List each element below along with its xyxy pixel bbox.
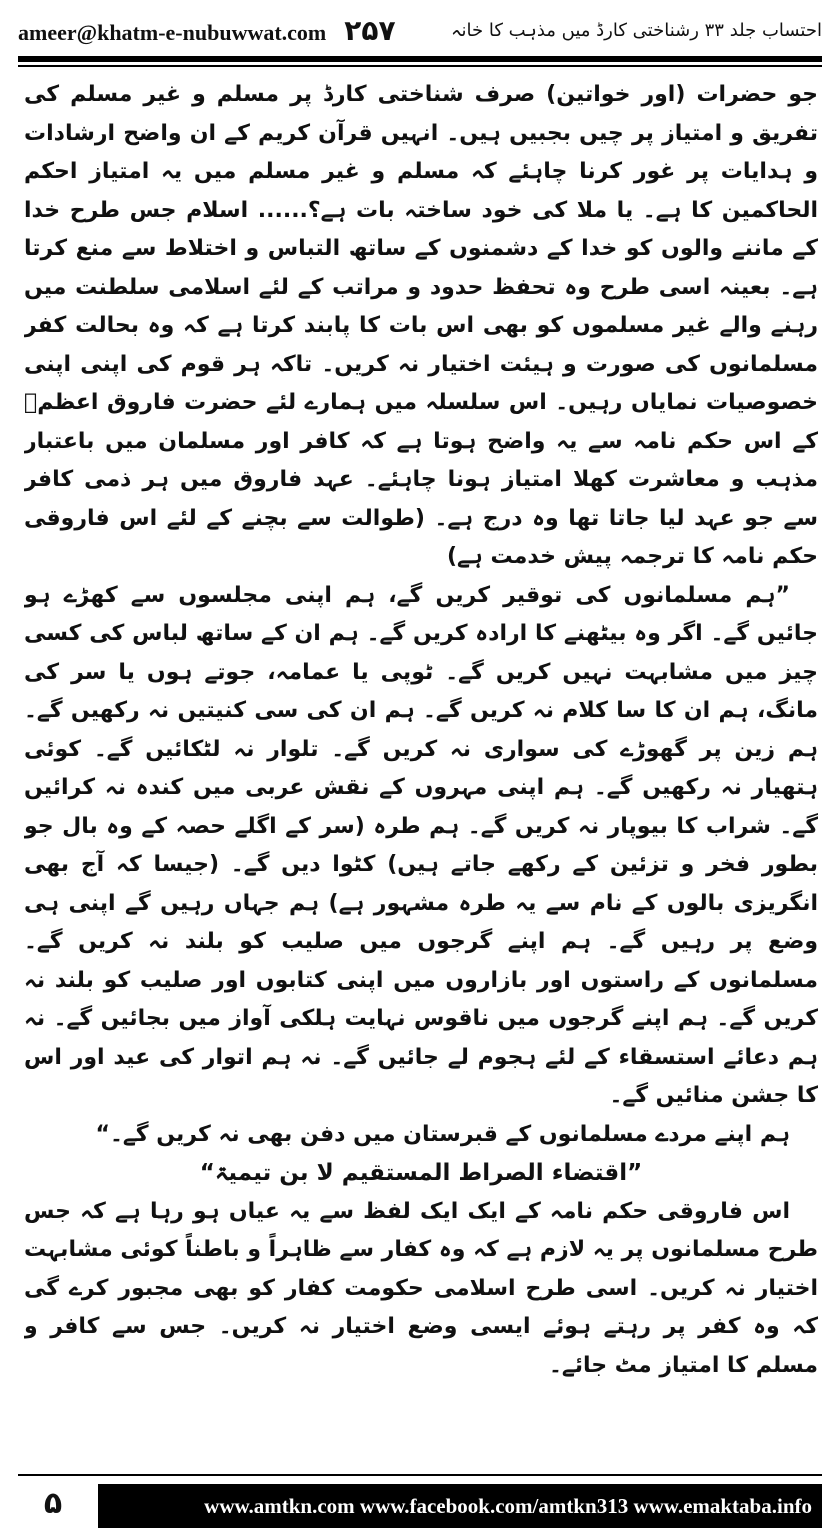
paragraph-conclusion: اس فاروقی حکم نامہ کے ایک ایک لفظ سے یہ عیاں ہو رہا ہے کہ جس طرح مسلمانوں پر یہ لازم ہے کہ وہ کفار سے ظاہراً و باطناً کوئی مشابہت اختیار نہ کریں۔ اسی طرح اسلامی حکومت کفار کو بھی مجبور کرے گی کہ وہ کفر پر رہتے ہوئے ایسی وضع اختیار نہ کریں۔ جس سے کافر و مسلم کا امتیاز مٹ جائے۔ (24, 1198, 818, 1378)
running-title: احتساب جلد ۳۳ رشناختی کارڈ میں مذہب کا خانہ (450, 19, 822, 41)
page-number: ۲۵۷ (344, 13, 396, 47)
article-body (24, 76, 818, 1466)
footer-links[interactable]: www.amtkn.com www.facebook.com/amtkn313 www.emaktaba.info (204, 1493, 812, 1518)
header-rule-thin (18, 65, 822, 67)
quote-source-heading: ”اقتضاء الصراط المستقیم لا بن تیمیۃ“ (199, 1160, 643, 1186)
paragraph-quote-end: ہم اپنے مردے مسلمانوں کے قبرستان میں دفن بھی نہ کریں گے۔“ (95, 1121, 790, 1147)
footer-rule (18, 1474, 822, 1476)
paragraph-quote: ”ہم مسلمانوں کی توقیر کریں گے، ہم اپنی مجلسوں سے کھڑے ہو جائیں گے۔ اگر وہ بیٹھنے کا ارادہ کریں گے۔ ہم ان کے ساتھ لباس کی کسی چیز میں مشابہت نہیں کریں گے۔ ٹوپی یا عمامہ، جوتے ہوں یا سر کی مانگ، ہم ان کا سا کلام نہ کریں گے۔ ہم ان کی سی کنیتیں نہ رکھیں گے۔ ہم زین پر گھوڑے کی سواری نہ کریں گے۔ تلوار نہ لٹکائیں گے۔ کوئی ہتھیار نہ رکھیں گے۔ ہم اپنی مہروں کے نقش عربی میں کندہ نہ کرائیں گے۔ شراب کا بیوپار نہ کریں گے۔ ہم طرہ (سر کے اگلے حصہ کے وہ بال جو بطور فخر و تزئین کے رکھے جاتے ہیں) کٹوا دیں گے۔ (جیسا کہ آج بھی انگریزی بالوں کے نام سے یہ طرہ مشہور ہے) ہم جہاں رہیں گے اپنی ہی وضع پر رہیں گے۔ ہم اپنے گرجوں میں صلیب کو بلند نہ کریں گے۔ مسلمانوں کے راستوں اور بازاروں میں اپنی کتابوں اور صلیب کو بلند نہ کریں گے۔ ہم اپنے گرجوں میں ناقوس نہایت ہلکی آواز میں بجائیں گے۔ نہ ہم دعائے استسقاء کے لئے ہجوم لے جائیں گے۔ نہ ہم اتوار کی عید اور اس کا جشن منائیں گے۔ (24, 582, 818, 1108)
header-left-group (18, 14, 396, 47)
footer-page-marker: ۵ (43, 1485, 63, 1521)
header-rule-thick (18, 56, 822, 62)
paragraph-intro: جو حضرات (اور خواتین) صرف شناختی کارڈ پر مسلم و غیر مسلم کی تفریق و امتیاز پر چیں بجبیں ہیں۔ انہیں قرآن کریم کے ان واضح ارشادات و ہدایات پر غور کرنا چاہئے کہ مسلم و غیر مسلم میں یہ امتیاز احکم الحاکمین کا ہے۔ یا ملا کی خود ساختہ بات ہے؟...... اسلام جس طرح خدا کے ماننے والوں کو خدا کے دشمنوں کے ساتھ التباس و اختلاط سے منع کرتا ہے۔ بعینہ اسی طرح وہ تحفظ حدود و مراتب کے لئے اسلامی سلطنت میں رہنے والے غیر مسلموں کو بھی اس بات کا پابند کرتا ہے کہ وہ بحالت کفر مسلمانوں کی صورت و ہیئت اختیار نہ کریں۔ تاکہ ہر قوم کی اپنی اپنی خصوصیات نمایاں رہیں۔ اس سلسلہ میں ہمارے لئے حضرت فاروق اعظمؓ کے اس حکم نامہ سے یہ واضح ہوتا ہے کہ کافر اور مسلمان میں باعتبار مذہب و معاشرت کھلا امتیاز ہونا چاہئے۔ عہد فاروق میں ہر ذمی کافر سے جو عہد لیا جاتا تھا وہ درج ہے۔ (طوالت سے بچنے کے لئے اس فاروقی حکم نامہ کا ترجمہ پیش خدمت ہے) (24, 82, 818, 569)
footer-links-bar (98, 1484, 822, 1528)
page-header (18, 10, 822, 50)
header-email[interactable]: ameer@khatm-e-nubuwwat.com (18, 19, 327, 45)
